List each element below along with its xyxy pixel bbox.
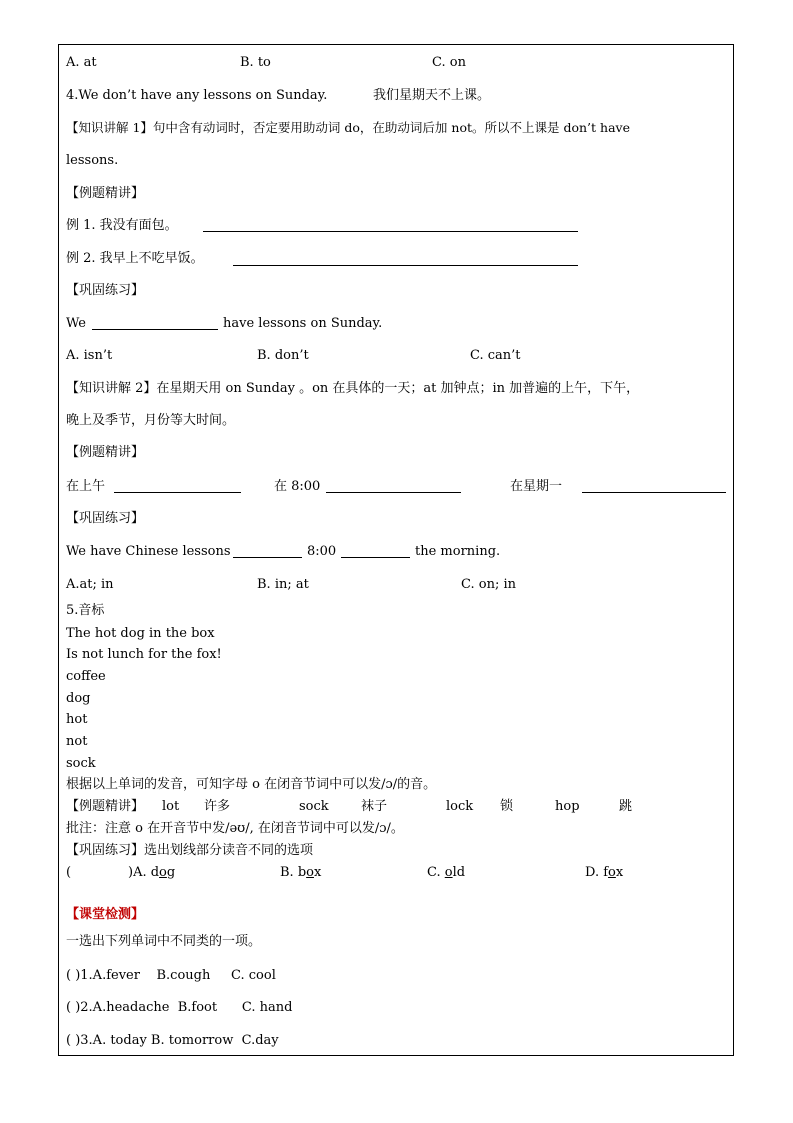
answer-line — [203, 231, 578, 232]
s4-practice-sentence-end: have lessons on Sunday. — [223, 316, 383, 331]
class-check-question-1: ( )1.A.fever B.cough C. cool — [66, 968, 276, 983]
s4-example-2: 例 2. 我早上不吃早饭。 — [66, 251, 204, 266]
answer-blank — [341, 557, 410, 558]
s5-practice-instruction: 【巩固练习】选出划线部分读音不同的选项 — [66, 843, 314, 858]
s5-choice-d: D. fox — [585, 865, 624, 880]
s4-practice2-option-b: B. in; at — [257, 577, 309, 592]
s4-practice-heading-2: 【巩固练习】 — [66, 511, 145, 526]
s4-knowledge1-line1: 【知识讲解 1】句中含有动词时，否定要用助动词 do，在助动词后加 not。所以不上课是 don’t have — [66, 120, 630, 135]
s4-practice2-option-a: A.at; in — [66, 577, 114, 592]
s4-practice2-option-c: C. on; in — [461, 577, 516, 592]
s5-rule: 根据以上单词的发音，可知字母 o 在闭音节词中可以发/ɔ/的音。 — [66, 777, 437, 792]
s5-choice-c: C. old — [427, 865, 466, 880]
s5-example-label: 【例题精讲】 — [66, 799, 145, 814]
s5-example-meaning: 锁 — [500, 799, 514, 814]
s4-example-1: 例 1. 我没有面包。 — [66, 218, 178, 233]
answer-blank — [233, 557, 302, 558]
s5-word: not — [66, 734, 88, 749]
s4-practice-sentence-start: We — [66, 316, 86, 331]
s5-example-word: lot — [162, 799, 180, 814]
s4-practice-option-a: A. isn’t — [66, 348, 113, 363]
s5-example-meaning: 许多 — [204, 799, 231, 814]
q3-option-b: B. to — [240, 55, 271, 70]
s5-word: dog — [66, 691, 91, 706]
time-phrase-morning: 在上午 — [66, 479, 106, 494]
s5-example-word: sock — [299, 799, 329, 814]
s4-practice2-sentence-start: We have Chinese lessons — [66, 544, 231, 559]
s5-example-meaning: 跳 — [619, 799, 633, 814]
s5-choice-b: B. box — [280, 865, 322, 880]
s4-sentence-cn: 我们星期天不上课。 — [373, 88, 491, 103]
q3-option-a: A. at — [66, 55, 97, 70]
s4-example-heading-2: 【例题精讲】 — [66, 445, 145, 460]
s5-note: 批注：注意 o 在开音节中发/əʊ/, 在闭音节词中可以发/ɔ/。 — [66, 821, 404, 836]
s4-knowledge1-line2: lessons. — [66, 153, 119, 168]
s5-example-word: lock — [446, 799, 474, 814]
class-check-instruction: 一选出下列单词中不同类的一项。 — [66, 934, 262, 949]
s4-knowledge2-line1: 【知识讲解 2】在星期天用 on Sunday 。on 在具体的一天；at 加钟点；in 加普遍的上午，下午， — [66, 381, 640, 396]
s4-practice-option-c: C. can’t — [470, 348, 521, 363]
class-check-question-3: ( )3.A. today B. tomorrow C.day — [66, 1033, 279, 1048]
answer-line — [233, 265, 578, 266]
class-check-question-2: ( )2.A.headache B.foot C. hand — [66, 1000, 293, 1015]
s5-choice-a: )A. dog — [128, 865, 176, 880]
answer-line — [326, 492, 461, 493]
s5-example-word: hop — [555, 799, 580, 814]
class-check-title: 【课堂检测】 — [66, 907, 145, 922]
time-phrase-monday: 在星期一 — [510, 479, 563, 494]
answer-blank — [92, 329, 218, 330]
s4-sentence-en: 4.We don’t have any lessons on Sunday. — [66, 88, 328, 103]
s4-practice-heading: 【巩固练习】 — [66, 283, 145, 298]
answer-paren: ( — [66, 865, 72, 880]
s4-example-heading: 【例题精讲】 — [66, 186, 145, 201]
s5-word: sock — [66, 756, 96, 771]
s4-practice2-sentence-end: the morning. — [415, 544, 501, 559]
time-phrase-eight: 在 8:00 — [274, 479, 321, 494]
s5-rhyme-line-2: Is not lunch for the fox! — [66, 647, 222, 662]
s4-practice2-time: 8:00 — [307, 544, 337, 559]
s5-rhyme-line-1: The hot dog in the box — [66, 626, 215, 641]
answer-line — [582, 492, 726, 493]
q3-option-c: C. on — [432, 55, 466, 70]
s4-knowledge2-line2: 晚上及季节，月份等大时间。 — [66, 413, 236, 428]
s5-word: hot — [66, 712, 88, 727]
s5-title: 5.音标 — [66, 603, 105, 618]
s5-example-meaning: 袜子 — [361, 799, 388, 814]
s4-practice-option-b: B. don’t — [257, 348, 309, 363]
s5-word: coffee — [66, 669, 106, 684]
answer-line — [114, 492, 241, 493]
